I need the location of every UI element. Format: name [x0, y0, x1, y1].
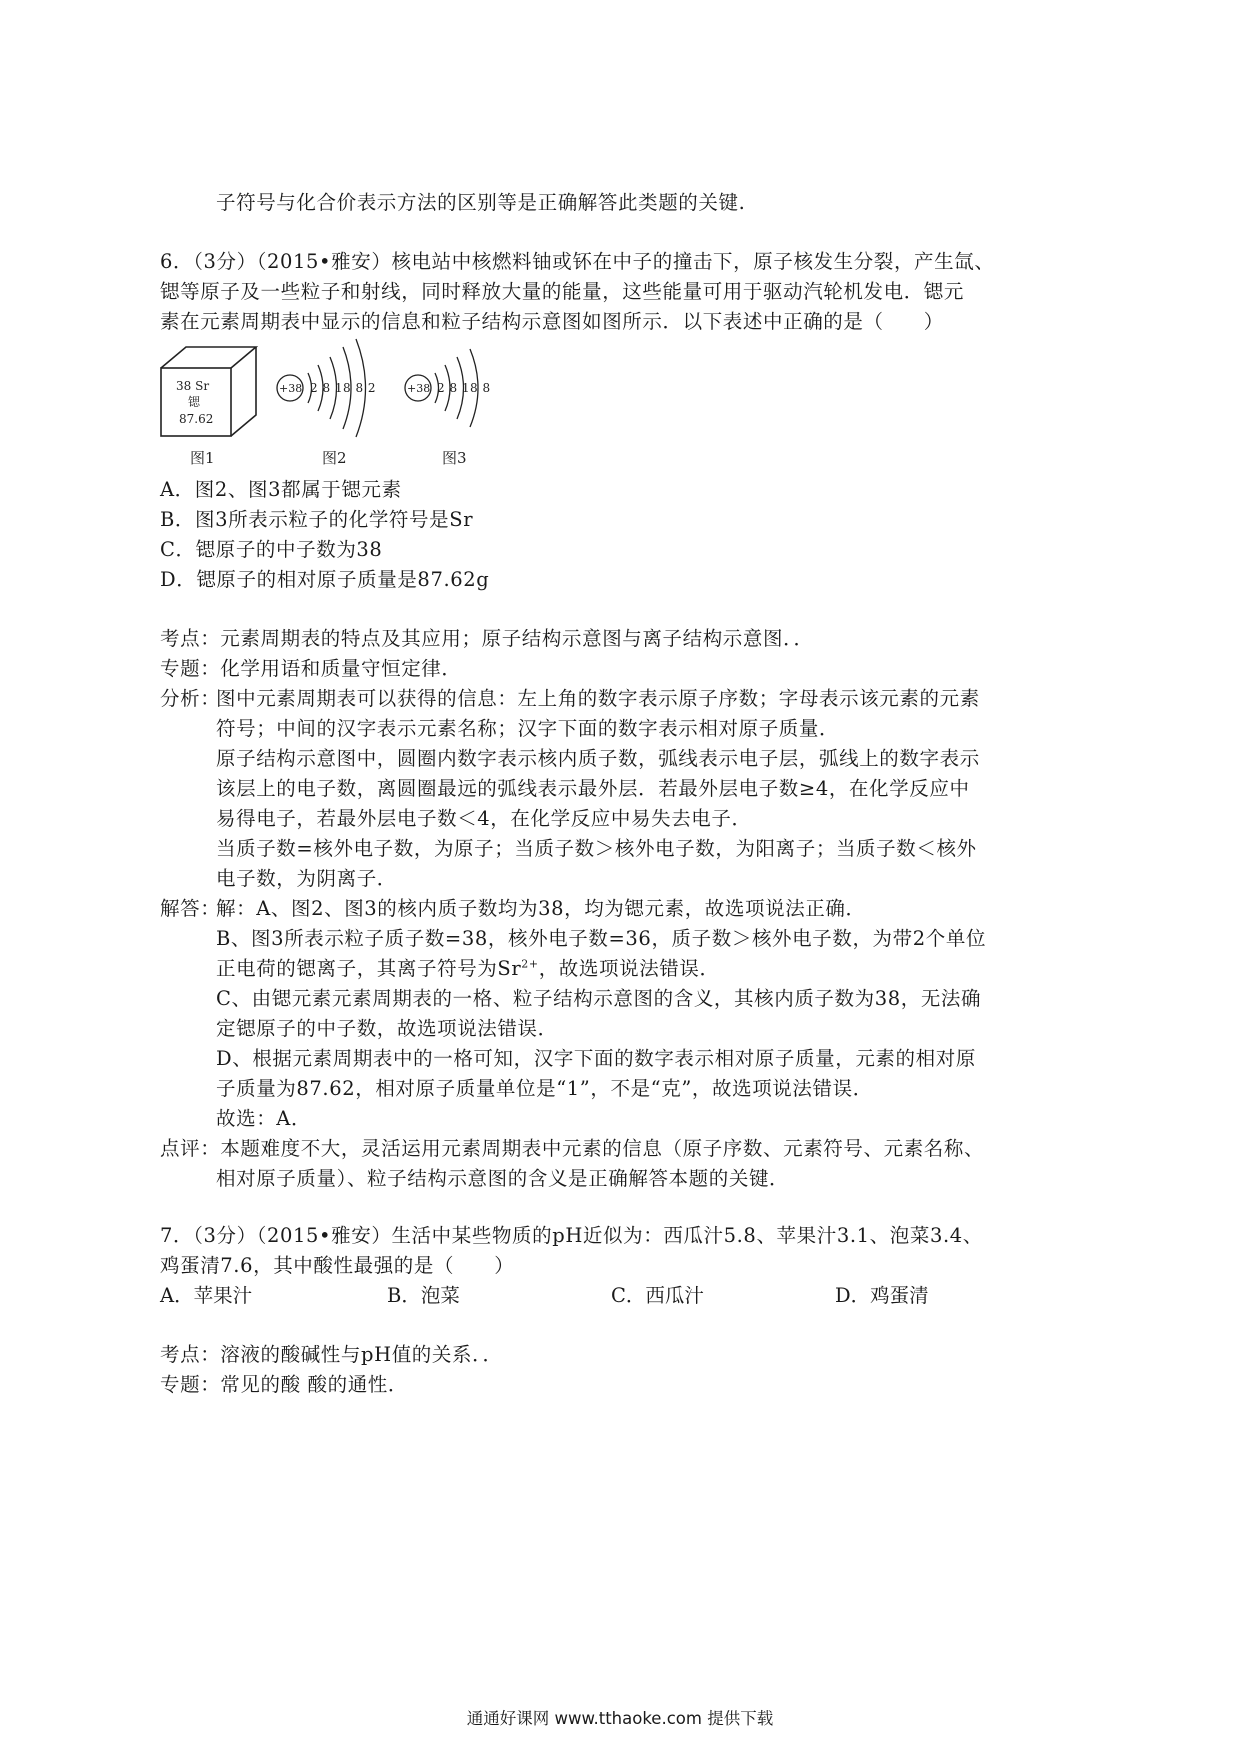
fig3-ion-structure: [405, 349, 491, 427]
q6-jieda-line-1: 解：A、图2、图3的核内质子数均为38，均为锶元素，故选项说法正确．: [216, 897, 866, 920]
q7-stem-line-1: 7．（3分）（2015•雅安）生活中某些物质的pH近似为：西瓜汁5.8、苹果汁3.1、泡菜3.4、: [160, 1224, 983, 1247]
q7-zhuanti: 专题：常见的酸 酸的通性．: [160, 1373, 408, 1396]
q6-jieda-line-2: B、图3所表示粒子质子数=38，核外电子数=36，质子数＞核外电子数，为带2个单位: [216, 927, 987, 950]
svg-text:2 8 18 8 2: 2 8 18 8 2: [310, 381, 377, 395]
q6-jieda-line-8: 故选：A．: [216, 1107, 312, 1130]
svg-text:+38: +38: [407, 382, 431, 395]
q6-jieda-line-5: 定锶原子的中子数，故选项说法错误．: [216, 1017, 558, 1040]
q6-jieda-line-3: 正电荷的锶离子，其离子符号为$Sr^{2+}$，故选项说法错误．: [216, 957, 720, 980]
prev-tail-text: 子符号与化合价表示方法的区别等是正确解答此类题的关键.: [216, 191, 746, 214]
q6-option-a: A．图2、图3都属于锶元素: [160, 478, 402, 501]
fig3-caption: 图3: [442, 449, 467, 467]
element-name: 锶: [188, 395, 201, 409]
q6-fenxi-line-6: 当质子数=核外电子数，为原子；当质子数＞核外电子数，为阳离子；当质子数＜核外: [216, 837, 977, 860]
element-mass: 87.62: [179, 412, 214, 426]
q6-jieda-line-4: C、由锶元素元素周期表的一格、粒子结构示意图的含义，其核内质子数为38，无法确: [216, 987, 982, 1010]
fig2-caption: 图2: [322, 449, 347, 467]
q7-stem-line-2: 鸡蛋清7.6，其中酸性最强的是（ ）: [160, 1254, 515, 1277]
q6-fenxi-line-5: 易得电子，若最外层电子数＜4，在化学反应中易失去电子．: [216, 807, 752, 830]
ion-charge-superscript: 2+: [521, 957, 539, 971]
q6-fenxi-line-1: 图中元素周期表可以获得的信息：左上角的数字表示原子序数；字母表示该元素的元素: [216, 687, 980, 710]
q6-stem-line-3: 素在元素周期表中显示的信息和粒子结构示意图如图所示．以下表述中正确的是（ ）: [160, 310, 944, 333]
q6-jieda-line-7: 子质量为87.62，相对原子质量单位是“1”，不是“克”，故选项说法错误．: [216, 1077, 873, 1100]
q7-option-c: C．西瓜汁: [611, 1284, 704, 1307]
fig1-caption: 图1: [190, 449, 215, 467]
q7-option-d: D．鸡蛋清: [835, 1284, 929, 1307]
q7-option-b: B．泡菜: [387, 1284, 460, 1307]
q7-option-a: A．苹果汁: [160, 1284, 253, 1307]
fig2-atom-structure: [277, 339, 376, 437]
svg-text:2 8 18 8: 2 8 18 8: [437, 381, 491, 395]
q6-jieda-label: 解答：: [160, 897, 221, 920]
element-number-symbol: 38 Sr: [176, 379, 210, 393]
q6-fenxi-line-3: 原子结构示意图中，圆圈内数字表示核内质子数，弧线表示电子层，弧线上的数字表示: [216, 747, 980, 770]
q6-dianping-line-1: 点评：本题难度不大，灵活运用元素周期表中元素的信息（原子序数、元素符号、元素名称、: [160, 1137, 985, 1160]
q6-option-d: D．锶原子的相对原子质量是87.62g: [160, 568, 490, 591]
q7-kaodian: 考点：溶液的酸碱性与pH值的关系．．: [160, 1343, 503, 1366]
svg-text:+38: +38: [279, 382, 303, 395]
q6-kaodian: 考点：元素周期表的特点及其应用；原子结构示意图与离子结构示意图．．: [160, 627, 814, 650]
q6-fenxi-line-2: 符号；中间的汉字表示元素名称；汉字下面的数字表示相对原子质量．: [216, 717, 840, 740]
q6-figure: [150, 335, 510, 475]
q6-fenxi-line-4: 该层上的电子数，离圆圈最远的弧线表示最外层．若最外层电子数≥4，在化学反应中: [216, 777, 970, 800]
q6-option-c: C．锶原子的中子数为38: [160, 538, 383, 561]
q6-dianping-line-2: 相对原子质量）、粒子结构示意图的含义是正确解答本题的关键．: [216, 1167, 790, 1190]
q6-zhuanti: 专题：化学用语和质量守恒定律．: [160, 657, 462, 680]
q6-option-b: B．图3所表示粒子的化学符号是Sr: [160, 508, 474, 531]
q6-fenxi-label: 分析：: [160, 687, 221, 710]
q6-stem-line-2: 锶等原子及一些粒子和射线，同时释放大量的能量，这些能量可用于驱动汽轮机发电．锶元: [160, 280, 965, 303]
q6-stem-line-1: 6．（3分）（2015•雅安）核电站中核燃料铀或钚在中子的撞击下，原子核发生分裂，产生氙、: [160, 250, 995, 273]
page-footer: 通通好课网 www.tthaoke.com 提供下载: [466, 1709, 774, 1728]
q6-fenxi-line-7: 电子数，为阴离子．: [216, 867, 397, 890]
q6-jieda-line-6: D、根据元素周期表中的一格可知，汉字下面的数字表示相对原子质量，元素的相对原: [216, 1047, 976, 1070]
